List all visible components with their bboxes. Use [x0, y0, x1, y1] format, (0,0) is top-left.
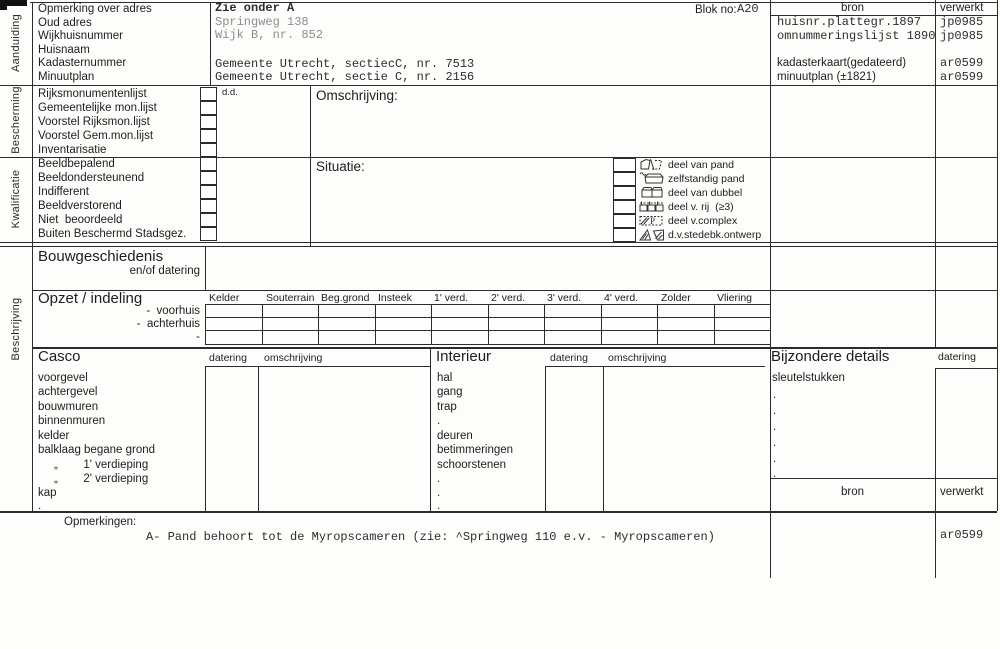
situatie-label: Situatie:	[316, 159, 365, 174]
kwalificatie-item: Beeldbepalend	[38, 158, 115, 170]
field-value: Wijk B, nr. 852	[215, 28, 324, 42]
deel-van-pand-icon	[639, 158, 665, 171]
casco-item: „ 1' verdieping	[38, 459, 149, 471]
divider-line	[262, 304, 263, 344]
interieur-title: Interieur	[436, 348, 492, 365]
deel-van-dubbel-icon	[639, 186, 665, 199]
divider-line	[310, 85, 311, 246]
bescherming-item: Rijksmonumentenlijst	[38, 88, 147, 100]
field-value: Springweg 138	[215, 15, 309, 29]
kwalificatie-checkbox	[200, 171, 217, 185]
deel-van-rij-icon	[639, 200, 665, 213]
opzet-row-label: - voorhuis	[146, 305, 200, 317]
divider-line	[375, 304, 376, 344]
kwalificatie-checkbox	[200, 199, 217, 213]
casco-datering-header: datering	[209, 352, 247, 364]
divider-line	[205, 246, 206, 290]
bron-value: kadasterkaart(gedateerd)	[777, 57, 907, 69]
divider-line	[205, 344, 770, 345]
divider-line	[258, 366, 259, 511]
svg-text:P: P	[650, 216, 656, 226]
divider-line	[205, 366, 206, 511]
divider-line	[431, 304, 432, 344]
divider-line	[770, 478, 997, 479]
interieur-item: .	[437, 473, 441, 485]
casco-item: kelder	[38, 430, 70, 442]
interieur-item: gang	[437, 386, 463, 398]
bescherming-item: Inventarisatie	[38, 144, 107, 156]
divider-line	[205, 366, 431, 367]
section-label-bescherming: Bescherming	[10, 86, 22, 154]
bijzondere-item: .	[773, 421, 777, 433]
interieur-omschrijving-header: omschrijving	[608, 352, 667, 364]
section-label-beschrijving: Beschrijving	[10, 297, 22, 361]
divider-line	[545, 366, 765, 367]
bescherming-item: Voorstel Gem.mon.lijst	[38, 130, 154, 142]
scan-artifact	[0, 0, 7, 10]
bron-column-header: bron	[840, 2, 865, 14]
opzet-column-header: Insteek	[378, 292, 412, 304]
verwerkt-value: ar0599	[940, 56, 984, 70]
casco-item: .	[38, 500, 42, 512]
bijzondere-datering-header: datering	[938, 351, 976, 363]
situatie-checkbox	[613, 200, 636, 214]
field-label: Wijkhuisnummer	[38, 30, 123, 42]
casco-omschrijving-header: omschrijving	[264, 352, 323, 364]
bron-value: huisnr.plattegr.1897	[777, 15, 922, 29]
divider-line	[0, 85, 997, 86]
divider-line	[657, 304, 658, 344]
divider-line	[603, 366, 604, 511]
field-value: Zie onder A	[215, 1, 295, 15]
divider-line	[544, 304, 545, 344]
interieur-item: betimmeringen	[437, 444, 514, 456]
divider-line	[0, 246, 997, 247]
opzet-column-header: Beg.grond	[321, 292, 370, 304]
divider-line	[205, 304, 206, 344]
situatie-checkbox	[613, 186, 636, 200]
divider-line	[0, 511, 997, 513]
stedebouwkundig-ontwerp-icon	[639, 228, 665, 241]
deel-van-complex-icon	[639, 214, 665, 227]
interieur-datering-header: datering	[550, 352, 588, 364]
zelfstandig-pand-icon	[639, 172, 665, 185]
divider-line	[935, 368, 997, 369]
dd-label: d.d.	[222, 87, 238, 98]
kwalificatie-checkbox	[200, 185, 217, 199]
divider-line	[545, 366, 546, 511]
interieur-item: .	[437, 500, 441, 512]
interieur-item: schoorstenen	[437, 459, 507, 471]
kwalificatie-checkbox	[200, 157, 217, 171]
section-label-kwalificatie: Kwalificatie	[10, 169, 22, 229]
divider-line	[430, 347, 431, 511]
kwalificatie-item: Indifferent	[38, 186, 89, 198]
bijzondere-item: .	[773, 468, 777, 480]
field-label: Kadasternummer	[38, 57, 127, 69]
bijzondere-item: .	[773, 437, 777, 449]
casco-item: kap	[38, 487, 57, 499]
divider-line	[997, 0, 998, 511]
interieur-item: hal	[437, 372, 453, 384]
omschrijving-label: Omschrijving:	[316, 88, 398, 103]
verwerkt-value: ar0599	[940, 70, 984, 84]
bijzondere-item: .	[773, 453, 777, 465]
situatie-legend-label: deel van dubbel	[668, 187, 743, 199]
opzet-column-header: 1' verd.	[434, 292, 469, 304]
opmerkingen-verwerkt-value: ar0599	[940, 528, 984, 542]
situatie-checkbox	[613, 228, 636, 242]
divider-line	[935, 368, 936, 578]
divider-line	[488, 304, 489, 344]
casco-item: „ 2' verdieping	[38, 473, 149, 485]
opzet-column-header: Vliering	[717, 292, 753, 304]
casco-item: balklaag begane grond	[38, 444, 156, 456]
divider-line	[0, 157, 997, 158]
opzet-title: Opzet / indeling	[38, 290, 143, 307]
situatie-checkbox	[613, 172, 636, 186]
opzet-row-label: - achterhuis	[136, 318, 200, 330]
verwerkt-value: jp0985	[940, 29, 984, 43]
blok-no-value: A20	[737, 2, 759, 16]
opzet-column-header: 3' verd.	[547, 292, 582, 304]
situatie-legend-label: deel v. rij (≥3)	[668, 201, 734, 213]
casco-item: voorgevel	[38, 372, 88, 384]
bijzondere-item: .	[773, 389, 777, 401]
bron-value: minuutplan (±1821)	[777, 71, 877, 83]
bijzondere-verwerkt-header: verwerkt	[940, 486, 984, 498]
kwalificatie-item: Beeldverstorend	[38, 200, 122, 212]
field-value: Gemeente Utrecht, sectie C, nr. 2156	[215, 70, 475, 84]
divider-line	[935, 0, 936, 348]
divider-line	[0, 242, 997, 243]
kwalificatie-checkbox	[200, 213, 217, 227]
bijzondere-bron-header: bron	[840, 486, 865, 498]
interieur-item: deuren	[437, 430, 473, 442]
situatie-checkbox	[613, 158, 636, 172]
blok-no-label: Blok no:	[695, 4, 737, 16]
bijzondere-item: sleutelstukken	[772, 372, 845, 384]
field-label: Minuutplan	[38, 71, 95, 83]
opmerkingen-text: A- Pand behoort tot de Myropscameren (zie: ^Springweg 110 e.v. - Myropscameren)	[146, 530, 715, 544]
kwalificatie-item: Niet beoordeeld	[38, 214, 123, 226]
bron-value: omnummeringslijst 1890	[777, 29, 936, 43]
situatie-legend-label: d.v.stedebk.ontwerp	[668, 229, 762, 241]
opmerkingen-label: Opmerkingen:	[64, 516, 137, 528]
divider-line	[210, 2, 211, 85]
bescherming-item: Voorstel Rijksmon.lijst	[38, 116, 150, 128]
bescherming-checkbox	[200, 143, 217, 157]
casco-item: binnenmuren	[38, 415, 106, 427]
divider-line	[601, 304, 602, 344]
field-label: Oud adres	[38, 17, 92, 29]
field-label: Huisnaam	[38, 44, 90, 56]
situatie-legend-label: deel van pand	[668, 159, 734, 171]
opzet-column-header: Kelder	[209, 292, 240, 304]
divider-line	[318, 304, 319, 344]
interieur-item: trap	[437, 401, 457, 413]
verwerkt-value: jp0985	[940, 15, 984, 29]
bijzondere-item: .	[773, 405, 777, 417]
casco-title: Casco	[38, 348, 81, 365]
bescherming-checkbox	[200, 101, 217, 115]
field-label: Opmerking over adres	[38, 3, 152, 15]
divider-line	[714, 304, 715, 344]
interieur-item: .	[437, 487, 441, 499]
kwalificatie-checkbox	[200, 227, 217, 241]
kwalificatie-item: Beeldondersteunend	[38, 172, 145, 184]
bescherming-checkbox	[200, 115, 217, 129]
bouwgeschiedenis-subtitle: en/of datering	[129, 265, 200, 277]
situatie-legend-label: zelfstandig pand	[668, 173, 745, 185]
opzet-row-label: -	[196, 331, 200, 343]
opzet-column-header: Souterrain	[266, 292, 315, 304]
casco-item: bouwmuren	[38, 401, 99, 413]
situatie-legend-label: deel v.complex	[668, 215, 738, 227]
casco-item: achtergevel	[38, 386, 98, 398]
section-label-aanduiding: Aanduiding	[10, 13, 22, 73]
bescherming-checkbox	[200, 129, 217, 143]
situatie-checkbox	[613, 214, 636, 228]
field-value: Gemeente Utrecht, sectiecC, nr. 7513	[215, 57, 475, 71]
divider-line	[32, 2, 33, 511]
bijzondere-details-title: Bijzondere details	[771, 348, 890, 365]
interieur-item: .	[437, 415, 441, 427]
bescherming-checkbox	[200, 87, 217, 101]
bescherming-item: Gemeentelijke mon.lijst	[38, 102, 157, 114]
verwerkt-column-header: verwerkt	[940, 2, 984, 14]
opzet-column-header: Zolder	[661, 292, 691, 304]
divider-line	[32, 290, 997, 291]
kwalificatie-item: Buiten Beschermd Stadsgez.	[38, 228, 187, 240]
opzet-column-header: 2' verd.	[491, 292, 526, 304]
bouwgeschiedenis-title: Bouwgeschiedenis	[38, 248, 164, 265]
opzet-column-header: 4' verd.	[604, 292, 639, 304]
